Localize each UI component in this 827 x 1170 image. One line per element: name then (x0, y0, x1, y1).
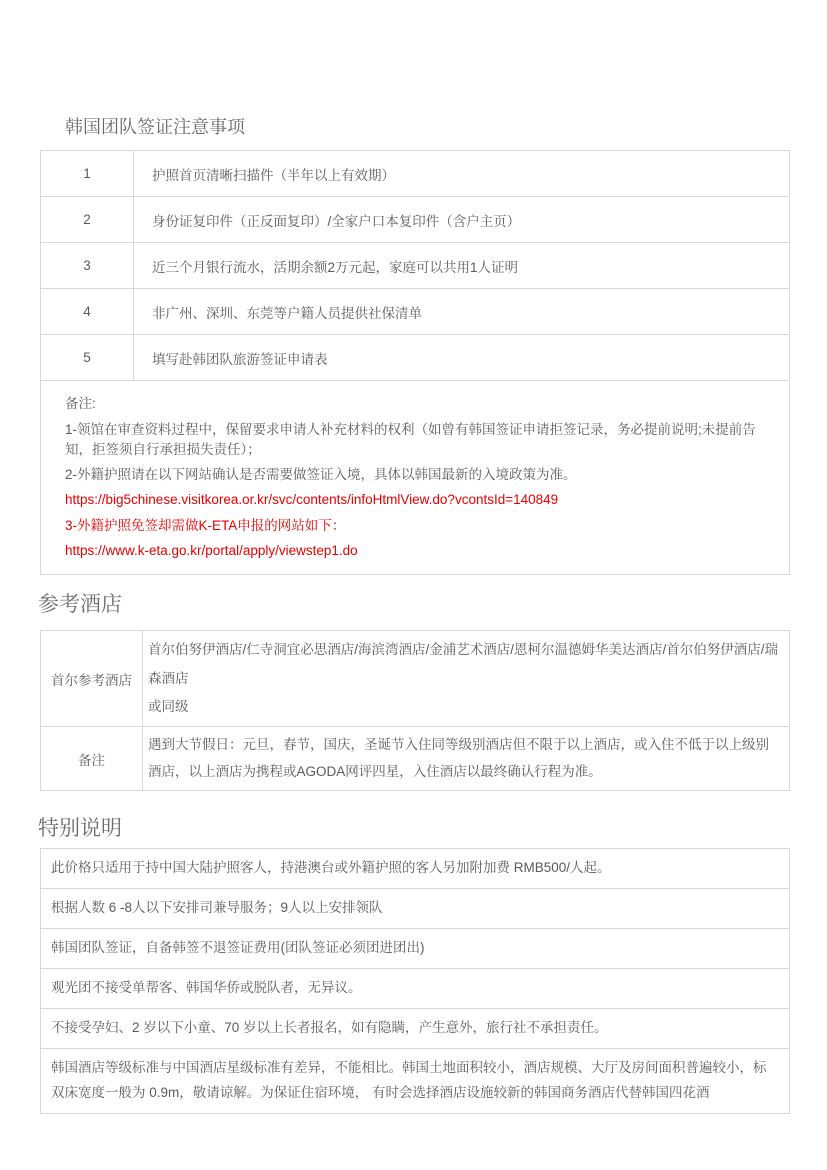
row-number: 5 (41, 335, 134, 381)
row-text: 填写赴韩团队旅游签证申请表 (134, 335, 790, 381)
table-row (41, 1049, 790, 1114)
row-number: 1 (41, 151, 134, 197)
row-text: 护照首页清晰扫描件（半年以上有效期） (134, 151, 790, 197)
table-row (41, 727, 790, 791)
row-text: 非广州、深圳、东莞等户籍人员提供社保清单 (134, 289, 790, 335)
table-row (41, 289, 790, 335)
table-row (41, 929, 790, 969)
table-row (41, 243, 790, 289)
note-keta: 3-外籍护照免签却需做K-ETA申报的网站如下： (65, 517, 346, 533)
special-note-text: 观光团不接受单帮客、韩国华侨或脱队者，无异议。 (41, 969, 790, 1009)
table-row (41, 151, 790, 197)
note-consulate: 1-领馆在审查资料过程中，保留要求申请人补充材料的权利（如曾有韩国签证申请拒签记录，务必提前说明;未提前告知，拒签须自行承担损失责任）； (65, 421, 756, 457)
visitkorea-link[interactable]: https://big5chinese.visitkorea.or.kr/svc/contents/infoHtmlView.do?vcontsId=140849 (65, 492, 559, 508)
table-row (41, 849, 790, 889)
table-row (41, 969, 790, 1009)
visa-requirements-table (40, 150, 790, 575)
special-section-title: 特别说明 (38, 817, 122, 841)
hotel-remark-text: 遇到大节假日：元旦，春节，国庆，圣诞节入住同等级别酒店但不限于以上酒店，或入住不低于以上级别酒店，以上酒店为携程或AGODA网评四星，入住酒店以最终确认行程为准。 (148, 737, 769, 779)
visa-notes-cell (41, 381, 790, 575)
row-number: 2 (41, 197, 134, 243)
special-note-text: 此价格只适用于持中国大陆护照客人，持港澳台或外籍护照的客人另加附加费 RMB500/人起。 (41, 849, 790, 889)
special-note-text: 韩国酒店等级标准与中国酒店星级标准有差异，不能相比。韩国土地面积较小，酒店规模、大厅及房间面积普遍较小，标双床宽度一般为 0.9m，敬请谅解。为保证住宿环境， 有时会选择酒店设施较新的韩国商务酒店代替韩国四花酒 (41, 1049, 790, 1114)
row-text: 身份证复印件（正反面复印）/全家户口本复印件（含户主页） (134, 197, 790, 243)
special-notes-table (40, 848, 790, 1114)
hotels-section-title: 参考酒店 (38, 593, 122, 617)
hotel-remark-cell (143, 727, 790, 791)
table-row (41, 1009, 790, 1049)
hotels-table (40, 630, 790, 791)
special-note-text: 不接受孕妇、2 岁以下小童、70 岁以上长者报名，如有隐瞒，产生意外，旅行社不承担责任。 (41, 1009, 790, 1049)
table-row (41, 197, 790, 243)
visa-notes-title: 韩国团队签证注意事项 (65, 117, 245, 137)
special-note-text: 韩国团队签证，自备韩签不退签证费用(团队签证必须团进团出) (41, 929, 790, 969)
notes-label: 备注: (65, 396, 96, 412)
hotel-remark-label: 备注 (41, 727, 143, 791)
notes-row (41, 381, 790, 575)
table-row (41, 631, 790, 727)
row-text: 近三个月银行流水，活期余额2万元起，家庭可以共用1人证明 (134, 243, 790, 289)
hotel-list-cell (143, 631, 790, 727)
row-number: 3 (41, 243, 134, 289)
hotel-list: 首尔伯努伊酒店/仁寺洞宜必思酒店/海滨湾酒店/金浦艺术酒店/恩柯尔温德姆华美达酒店/首尔伯努伊酒店/瑞森酒店 (148, 642, 779, 686)
table-row (41, 335, 790, 381)
special-note-text: 根据人数 6 -8人以下安排司兼导服务；9人以上安排领队 (41, 889, 790, 929)
hotel-row-label: 首尔参考酒店 (41, 631, 143, 727)
keta-link[interactable]: https://www.k-eta.go.kr/portal/apply/viewstep1.do (65, 542, 358, 558)
hotel-equivalent: 或同级 (148, 699, 189, 715)
row-number: 4 (41, 289, 134, 335)
table-row (41, 889, 790, 929)
note-foreign-passport: 2-外籍护照请在以下网站确认是否需要做签证入境，具体以韩国最新的入境政策为准。 (65, 467, 577, 483)
